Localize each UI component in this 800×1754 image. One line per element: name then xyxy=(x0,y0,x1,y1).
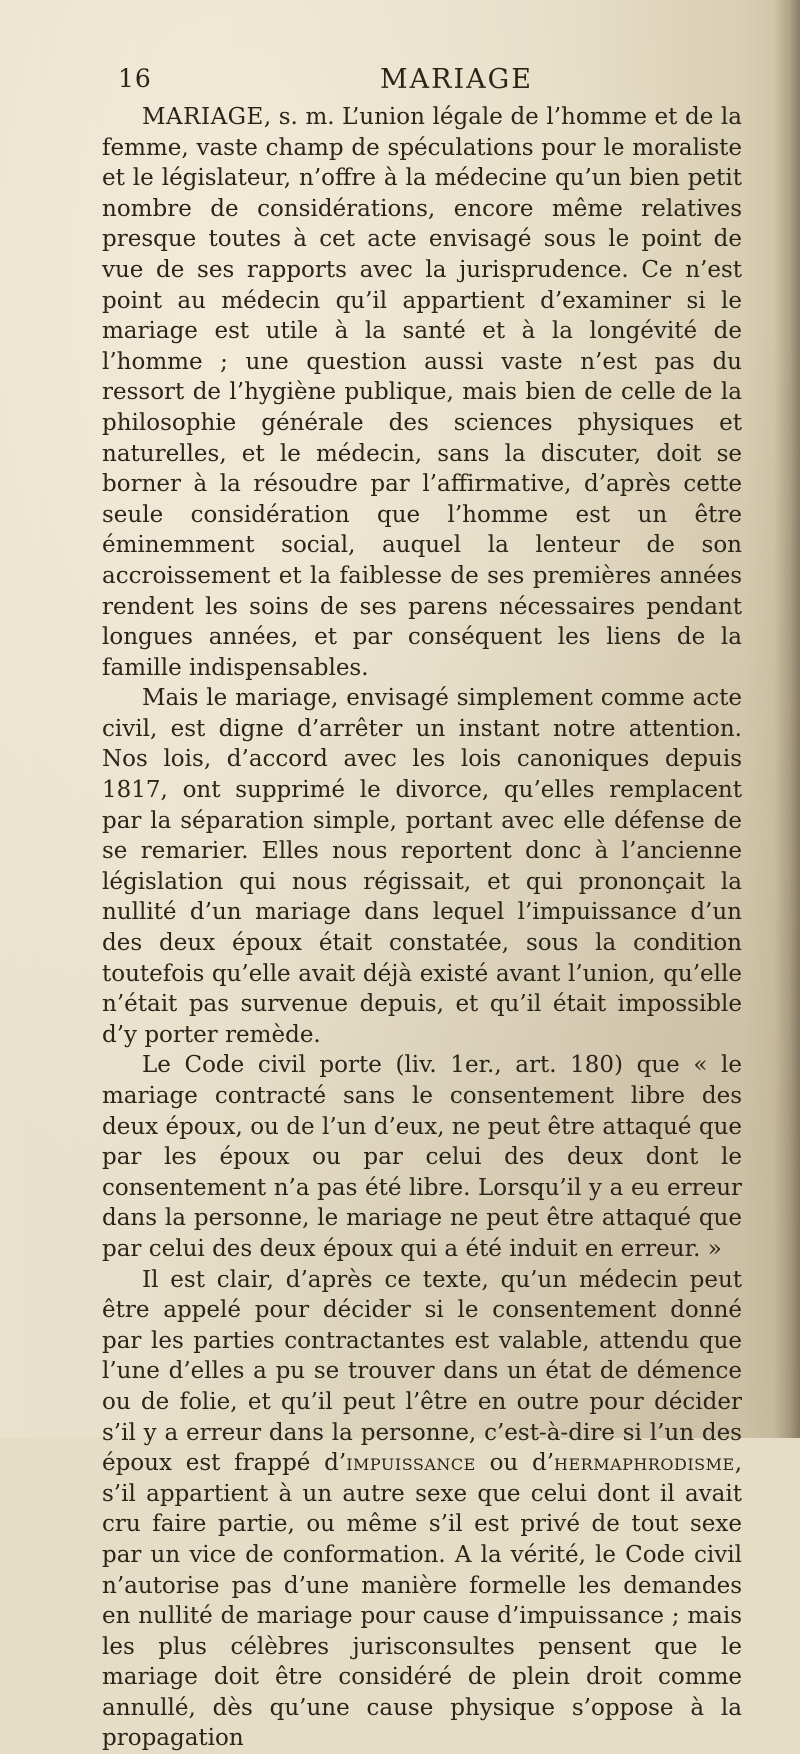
paragraph-4-text-b: ou d’ xyxy=(475,1450,555,1477)
entry-headword: MARIAGE xyxy=(142,104,264,130)
page-number: 16 xyxy=(118,64,152,93)
paragraph-1-text: , s. m. L’union légale de l’homme et de la femme, vaste champ de spéculations pour le moraliste et le législateur, n’offre à la médecine qu’un bien petit nombre de considérations, encore même relatives presque toutes à cet acte envisagé sous le point de vue de ses rapports avec la jurisprudence. Ce n’est point au médecin qu’il appartient d’examiner si le mariage est utile à la santé et à la longévité de l’homme ; une question aussi vaste n’est pas du ressort de l’hygiène publique, mais bien de celle de la philosophie générale des sciences physiques et naturelles, et le médecin, sans la discuter, doit se borner à la résoudre par l’affirmative, d’après cette seule considération que l’homme est un être éminemment social, auquel la lenteur de son accroissement et la faiblesse de ses premières années rendent les soins de ses parens nécessaires pendant longues années, et par conséquent les liens de la famille indispensables. xyxy=(102,104,742,681)
page-gutter-shadow xyxy=(774,0,800,1438)
paragraph-2: Mais le mariage, envisagé simplement comme acte civil, est digne d’arrêter un instant notre attention. Nos lois, d’accord avec les lois canoniques depuis 1817, ont supprimé le divorce, qu’elles remplacent par la séparation simple, portant avec elle défense de se remarier. Elles nous reportent donc à l’ancienne législation qui nous régissait, et qui prononçait la nullité d’un mariage dans lequel l’impuissance d’un des deux époux était constatée, sous la condition toutefois qu’elle avait déjà existé avant l’union, qu’elle n’était pas survenue depuis, et qu’il était impossible d’y porter remède. xyxy=(102,685,742,1048)
page-header xyxy=(118,64,678,104)
paragraph-1 xyxy=(102,102,742,683)
cross-reference-impuissance: impuissance xyxy=(346,1450,476,1477)
paragraph-3: Le Code civil porte (liv. 1er., art. 180) que « le mariage contracté sans le consentement libre des deux époux, ou de l’un d’eux, ne peut être attaqué que par les époux ou par celui des deux dont le consentement n’a pas été libre. Lorsqu’il y a eu erreur dans la personne, le mariage ne peut être attaqué que par celui des deux époux qui a été induit en erreur. » xyxy=(102,1052,742,1262)
paragraph-4-text-c: , s’il appartient à un autre sexe que celui dont il avait cru faire partie, ou même s’il est privé de tout sexe par un vice de conformation. A la vérité, le Code civil n’autorise pas d’une manière formelle les demandes en nullité de mariage pour cause d’impuissance ; mais les plus célèbres jurisconsultes pensent que le mariage doit être considéré de plein droit comme annullé, dès qu’une cause physique s’oppose à la propagation xyxy=(102,1450,742,1752)
body-text xyxy=(102,102,742,1754)
cross-reference-hermaphrodisme: hermaphrodisme xyxy=(554,1450,735,1477)
running-head: MARIAGE xyxy=(380,64,533,95)
paragraph-4 xyxy=(102,1265,742,1754)
paragraph-4-text-a: Il est clair, d’après ce texte, qu’un médecin peut être appelé pour décider si le consentement donné par les parties contractantes est valable, attendu que l’une d’elles a pu se trouver dans un état de démence ou de folie, et qu’il peut l’être en outre pour décider s’il y a erreur dans la personne, c’est-à-dire si l’un des époux est frappé d’ xyxy=(102,1266,742,1477)
